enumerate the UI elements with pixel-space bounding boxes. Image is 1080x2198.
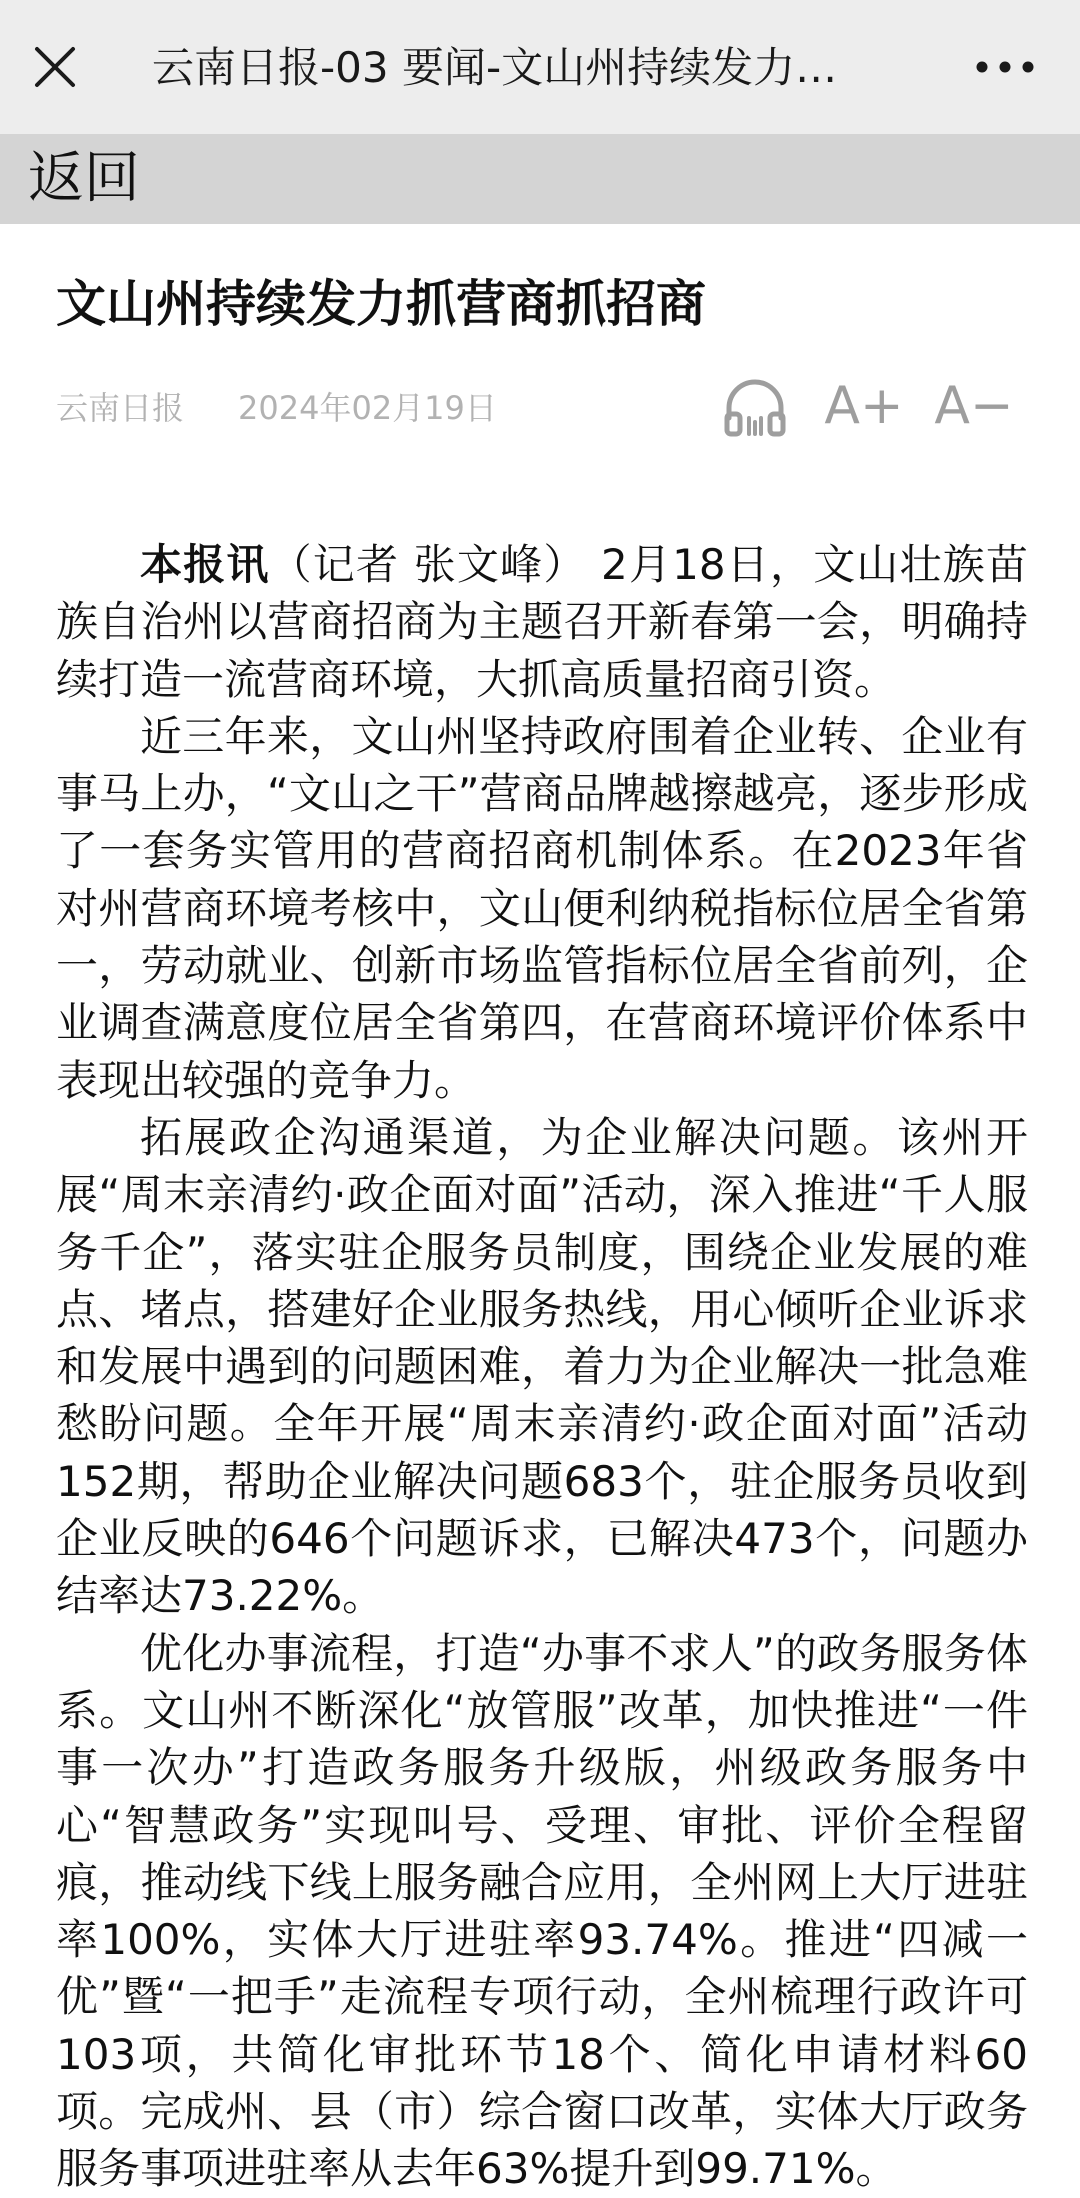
font-decrease-button[interactable]: A− (934, 376, 1014, 436)
close-icon (32, 44, 78, 90)
font-increase-button[interactable]: A+ (824, 376, 904, 436)
article-date: 2024年02月19日 (238, 389, 497, 427)
listen-button[interactable] (722, 370, 788, 442)
article-meta (56, 386, 497, 430)
article-paragraph: 近三年来，文山州坚持政府围着企业转、企业有事马上办，“文山之干”营商品牌越擦越亮，逐步形成了一套务实管用的营商招商机制体系。在2023年省对州营商环境考核中，文山便利纳税指标位居全省第一，劳动就业、创新市场监管指标位居全省前列，企业调查满意度位居全省第四，在营商环境评价体系中表现出较强的竞争力。 (56, 711, 1028, 1105)
back-link[interactable]: 返回 (28, 146, 140, 211)
title-bar (0, 0, 1080, 134)
article-paragraph: 优化办事流程，打造“办事不求人”的政务服务体系。文山州不断深化“放管服”改革，加快推进“一件事一次办”打造政务服务升级版，州级政务服务中心“智慧政务”实现叫号、受理、审批、评价全程留痕，推动线下线上服务融合应用，全州网上大厅进驻率100%，实体大厅进驻率93.74%。推进“四减一优”暨“一把手”走流程专项行动，全州梳理行政许可103项，共简化审批环节18个、简化申请材料60项。完成州、县（市）综合窗口改革，实体大厅政务服务事项进驻率从去年63%提升到99.71%。 (56, 1628, 1028, 2194)
article-paragraph: 拓展政企沟通渠道，为企业解决问题。该州开展“周末亲清约·政企面对面”活动，深入推进“千人服务千企”，落实驻企服务员制度，围绕企业发展的难点、堵点，搭建好企业服务热线，用心倾听企业诉求和发展中遇到的问题困难，着力为企业解决一批急难愁盼问题。全年开展“周末亲清约·政企面对面”活动152期，帮助企业解决问题683个，驻企服务员收到企业反映的646个问题诉求，已解决473个，问题办结率达73.22%。 (56, 1112, 1028, 1621)
page-title: 云南日报-03 要闻-文山州持续发力… (152, 43, 838, 92)
dateline-lead: 本报讯 (140, 540, 270, 589)
back-bar (0, 134, 1080, 224)
paragraph-text: （记者 张文峰） 2月18日，文山壮族苗族自治州以营商招商为主题召开新春第一会，明确持续打造一流营商环境，大抓高质量招商引资。 (56, 540, 1028, 704)
more-icon (975, 60, 1035, 74)
article-title: 文山州持续发力抓营商抓招商 (56, 275, 706, 333)
article-body (56, 536, 1028, 2198)
article-source: 云南日报 (56, 389, 185, 427)
headphones-icon (723, 374, 787, 438)
article-paragraph (56, 536, 1028, 708)
more-button[interactable] (962, 44, 1048, 90)
close-button[interactable] (22, 34, 88, 100)
